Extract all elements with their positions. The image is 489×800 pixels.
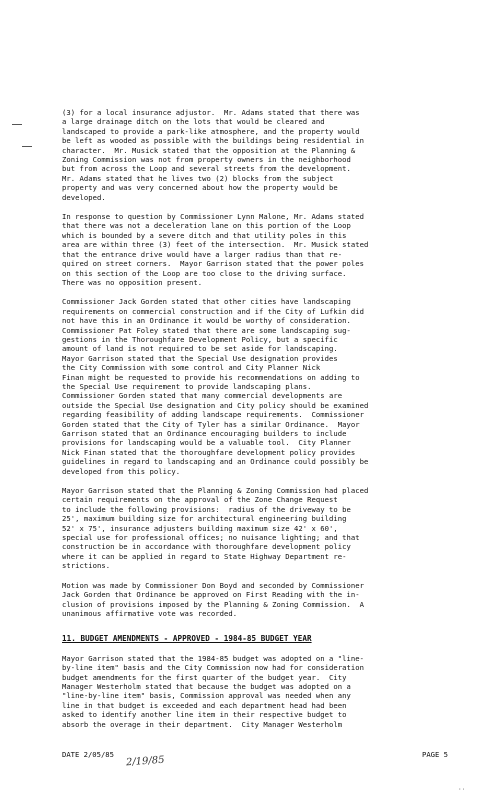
text-line: that there was not a deceleration lane on this portion of the Loop bbox=[62, 221, 351, 231]
page-footer bbox=[62, 750, 462, 770]
text-line: not have this in an Ordinance it would be worthy of consideration. bbox=[62, 316, 351, 326]
text-line: budget amendments for the first quarter of the budget year. City bbox=[62, 672, 347, 682]
text-line: Mayor Garrison stated that the Planning & Zoning Commission had placed bbox=[62, 486, 369, 496]
text-line: (3) for a local insurance adjustor. Mr. Adams stated that there was bbox=[62, 108, 360, 117]
text-line: Motion was made by Commissioner Don Boyd and seconded by Commissioner bbox=[62, 580, 365, 590]
text-line: Commissioner Gorden stated that many commercial developments are bbox=[62, 391, 343, 401]
handwritten-date: 2/19/85 bbox=[125, 754, 165, 769]
text-line: Manager Westerholm stated that because the budget was adopted on a bbox=[62, 681, 351, 691]
paragraph-adams-testimony bbox=[62, 108, 462, 202]
text-line: Garrison stated that an Ordinance encouraging builders to include bbox=[62, 429, 347, 438]
text-line: 25', maximum building size for architectural engineering building bbox=[62, 514, 347, 524]
text-line: requirements on commercial construction and if the City of Lufkin did bbox=[62, 306, 365, 316]
margin-mark bbox=[22, 146, 32, 147]
text-line: Commissioner Jack Gorden stated that other cities have landscaping bbox=[62, 297, 351, 307]
text-line: Mr. Adams stated that he lives two (2) blocks from the subject bbox=[62, 173, 334, 183]
text-line: on this section of the Loop are too close to the driving surface. bbox=[62, 268, 347, 278]
text-line: be left as wooded as possible with the buildings being residential in bbox=[62, 136, 365, 146]
text-line: Mayor Garrison stated that the Special Use designation provides bbox=[62, 353, 338, 363]
text-line: unanimous affirmative vote was recorded. bbox=[62, 608, 238, 618]
paragraph-malone-question bbox=[62, 212, 462, 287]
text-line: character. Mr. Musick stated that the opposition at the Planning & bbox=[62, 145, 356, 155]
text-line: Mayor Garrison stated that the 1984-85 budget was adopted on a "line- bbox=[62, 653, 365, 663]
paragraph-motion bbox=[62, 581, 462, 619]
text-line: landscaped to provide a park-like atmosphere, and the property would bbox=[62, 126, 360, 136]
text-line: Jack Gorden that Ordinance be approved on First Reading with the in- bbox=[62, 590, 360, 600]
text-line: construction be in accordance with thoroughfare development policy bbox=[62, 542, 351, 552]
text-line: regarding feasibility of adding landscape requirements. Commissioner bbox=[62, 410, 365, 420]
text-line: In response to question by Commissioner Lynn Malone, Mr. Adams stated bbox=[62, 212, 365, 222]
text-line: developed. bbox=[62, 192, 106, 202]
text-line: quired on street corners. Mayor Garrison stated that the power poles bbox=[62, 259, 365, 269]
text-line: by-line item" basis and the City Commission now had for consideration bbox=[62, 663, 365, 673]
text-line: where it can be applied in regard to State Highway Department re- bbox=[62, 551, 347, 561]
text-line: Nick Finan stated that the thoroughfare development policy provides bbox=[62, 447, 356, 457]
paragraph-pz-requirements bbox=[62, 486, 462, 571]
text-line: guidelines in regard to landscaping and an Ordinance could possibly be bbox=[62, 457, 369, 467]
page-number: PAGE 5 bbox=[422, 750, 448, 759]
text-line: Gorden stated that the City of Tyler has a similar Ordinance. Mayor bbox=[62, 419, 360, 429]
text-line: provisions for landscaping would be a valuable tool. City Planner bbox=[62, 438, 351, 448]
date-label: DATE 2/05/85 bbox=[62, 750, 114, 759]
text-line: area are within three (3) feet of the intersection. Mr. Musick stated bbox=[62, 240, 369, 250]
text-line: gestions in the Thoroughfare Development Policy, but a specific bbox=[62, 334, 338, 344]
text-line: 52' x 75', insurance adjusters building maximum size 42' x 60', bbox=[62, 523, 338, 533]
text-line: outside the Special Use designation and City policy should be examined bbox=[62, 400, 369, 410]
text-line: line in that budget is exceeded and each department head had been bbox=[62, 700, 347, 710]
text-line: the City Commission with some control and City Planner Nick bbox=[62, 363, 321, 373]
text-line: that the entrance drive would have a larger radius than that re- bbox=[62, 249, 343, 259]
text-line: amount of land is not required to be set aside for landscaping. bbox=[62, 344, 338, 354]
scan-mark: ·· bbox=[458, 786, 466, 793]
text-line: "line-by-line item" basis, Commission approval was needed when any bbox=[62, 691, 351, 701]
text-line: the Special Use requirement to provide landscaping plans. bbox=[62, 381, 312, 391]
text-line: Commissioner Pat Foley stated that there are some landscaping sug- bbox=[62, 325, 351, 335]
paragraph-landscaping-discussion bbox=[62, 297, 462, 476]
text-line: asked to identify another line item in their respective budget to bbox=[62, 710, 347, 720]
text-line: There was no opposition present. bbox=[62, 277, 203, 287]
text-line: strictions. bbox=[62, 561, 111, 571]
text-line: property and was very concerned about how the property would be bbox=[62, 183, 338, 193]
text-line: Zoning Commission was not from property owners in the neighborhood bbox=[62, 155, 351, 165]
text-line: absorb the overage in their department. City Manager Westerholm bbox=[62, 719, 343, 729]
section-heading: 11. BUDGET AMENDMENTS - APPROVED - 1984-85 BUDGET YEAR bbox=[62, 634, 312, 644]
text-line: to include the following provisions: radius of the driveway to be bbox=[62, 504, 351, 514]
text-line: which is bounded by a severe ditch and that utility poles in this bbox=[62, 230, 347, 240]
text-line: clusion of provisions imposed by the Planning & Zoning Commission. A bbox=[62, 599, 365, 609]
paragraph-budget-amendments bbox=[62, 654, 462, 729]
minutes-body bbox=[62, 108, 462, 739]
text-line: special use for professional offices; no nuisance lighting; and that bbox=[62, 533, 360, 543]
text-line: Finan might be requested to provide his recommendations on adding to bbox=[62, 372, 360, 382]
text-line: but from across the Loop and several streets from the development. bbox=[62, 164, 351, 174]
text-line: a large drainage ditch on the lots that would be cleared and bbox=[62, 117, 325, 127]
text-line: developed from this policy. bbox=[62, 466, 181, 476]
text-line: certain requirements on the approval of the Zone Change Request bbox=[62, 495, 338, 505]
margin-mark bbox=[12, 124, 22, 125]
